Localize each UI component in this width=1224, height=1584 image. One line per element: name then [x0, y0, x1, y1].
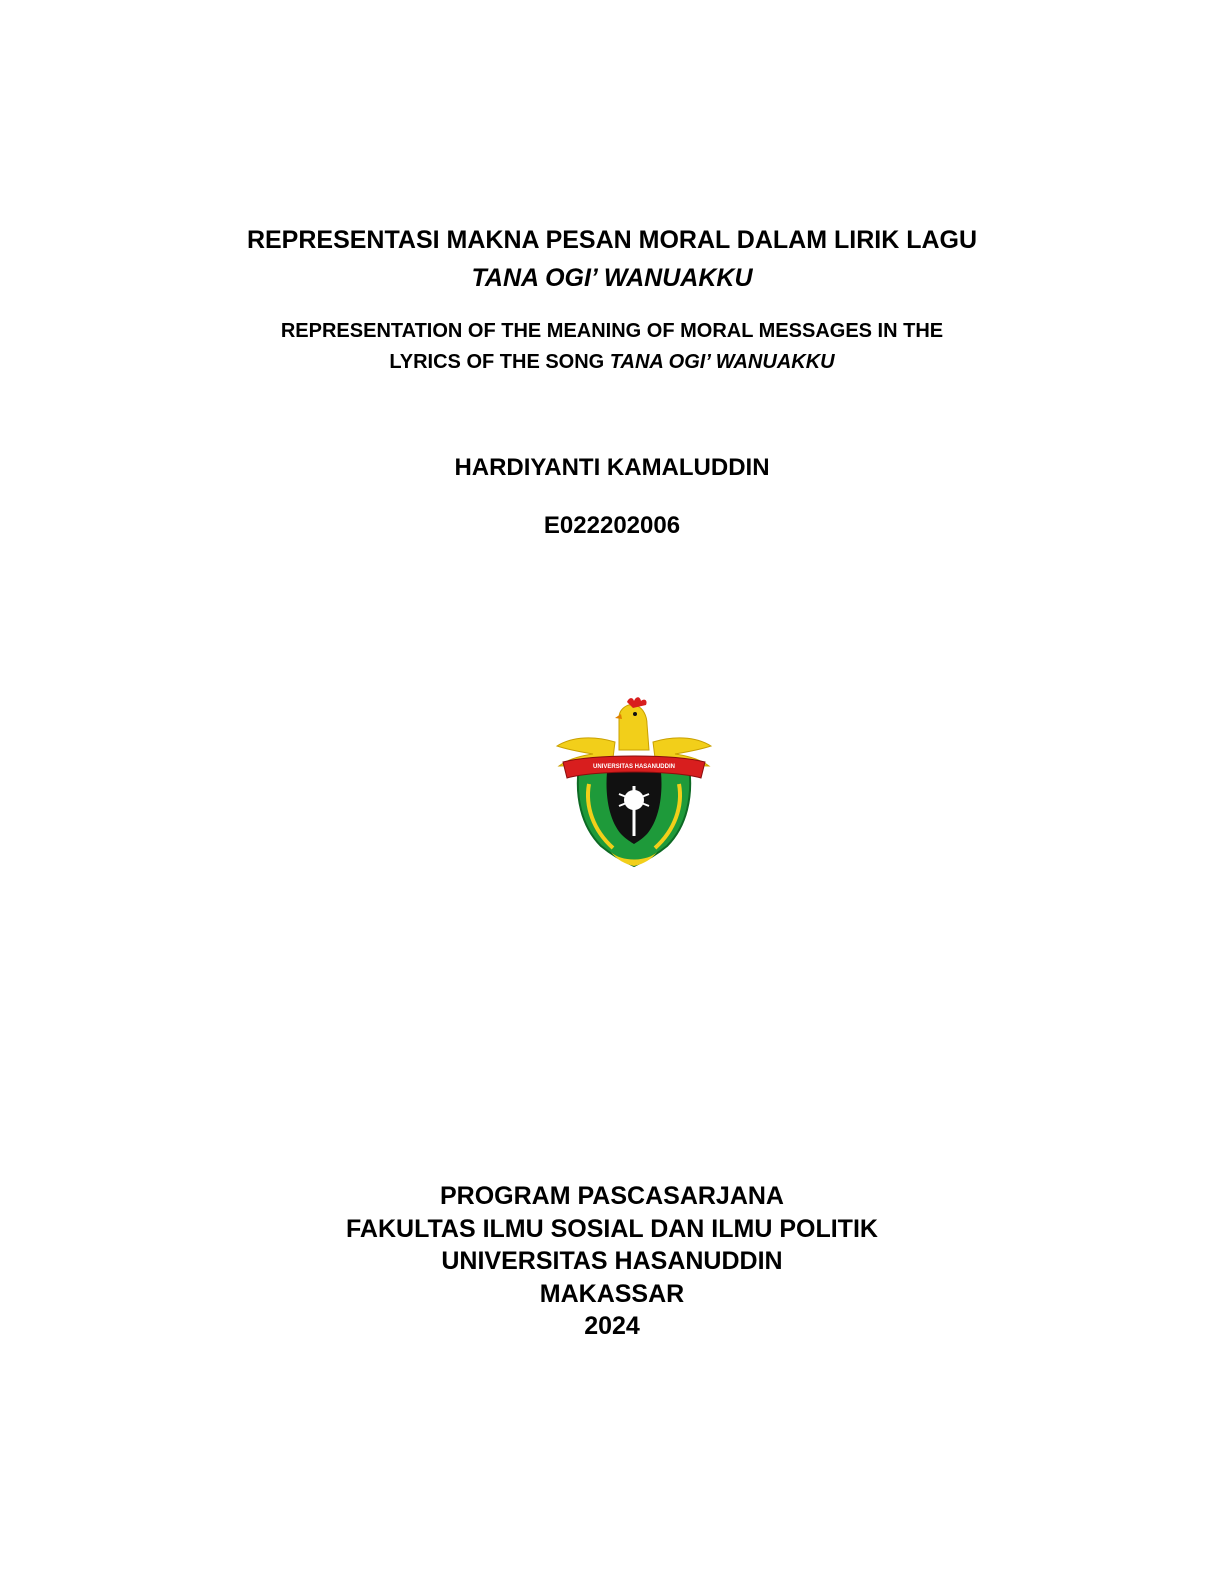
ribbon-text: UNIVERSITAS HASANUDDIN — [593, 764, 675, 770]
city-name: MAKASSAR — [539, 1279, 685, 1308]
program-name: PROGRAM PASCASARJANA — [439, 1182, 784, 1210]
university-name: UNIVERSITAS HASANUDDIN — [441, 1247, 783, 1275]
university-emblem-logo — [555, 696, 713, 868]
title-indonesian-line-2: TANA OGI’ WANUAKKU — [471, 264, 753, 292]
institution-block — [0, 1180, 1224, 1343]
title-english-prefix: LYRICS OF THE SONG — [389, 351, 610, 373]
student-id: E022202006 — [543, 512, 681, 539]
author-name: HARDIYANTI KAMALUDDIN — [454, 454, 770, 481]
title-english-song: TANA OGI’ WANUAKKU — [609, 351, 835, 373]
title-english-line-2 — [0, 351, 1224, 374]
faculty-name: FAKULTAS ILMU SOSIAL DAN ILMU POLITIK — [346, 1214, 878, 1243]
title-english-line-1: REPRESENTATION OF THE MEANING OF MORAL MESSAGES IN THE — [280, 320, 944, 342]
title-indonesian-line-1: REPRESENTASI MAKNA PESAN MORAL DALAM LIRIK LAGU — [246, 226, 978, 254]
year: 2024 — [584, 1312, 640, 1340]
